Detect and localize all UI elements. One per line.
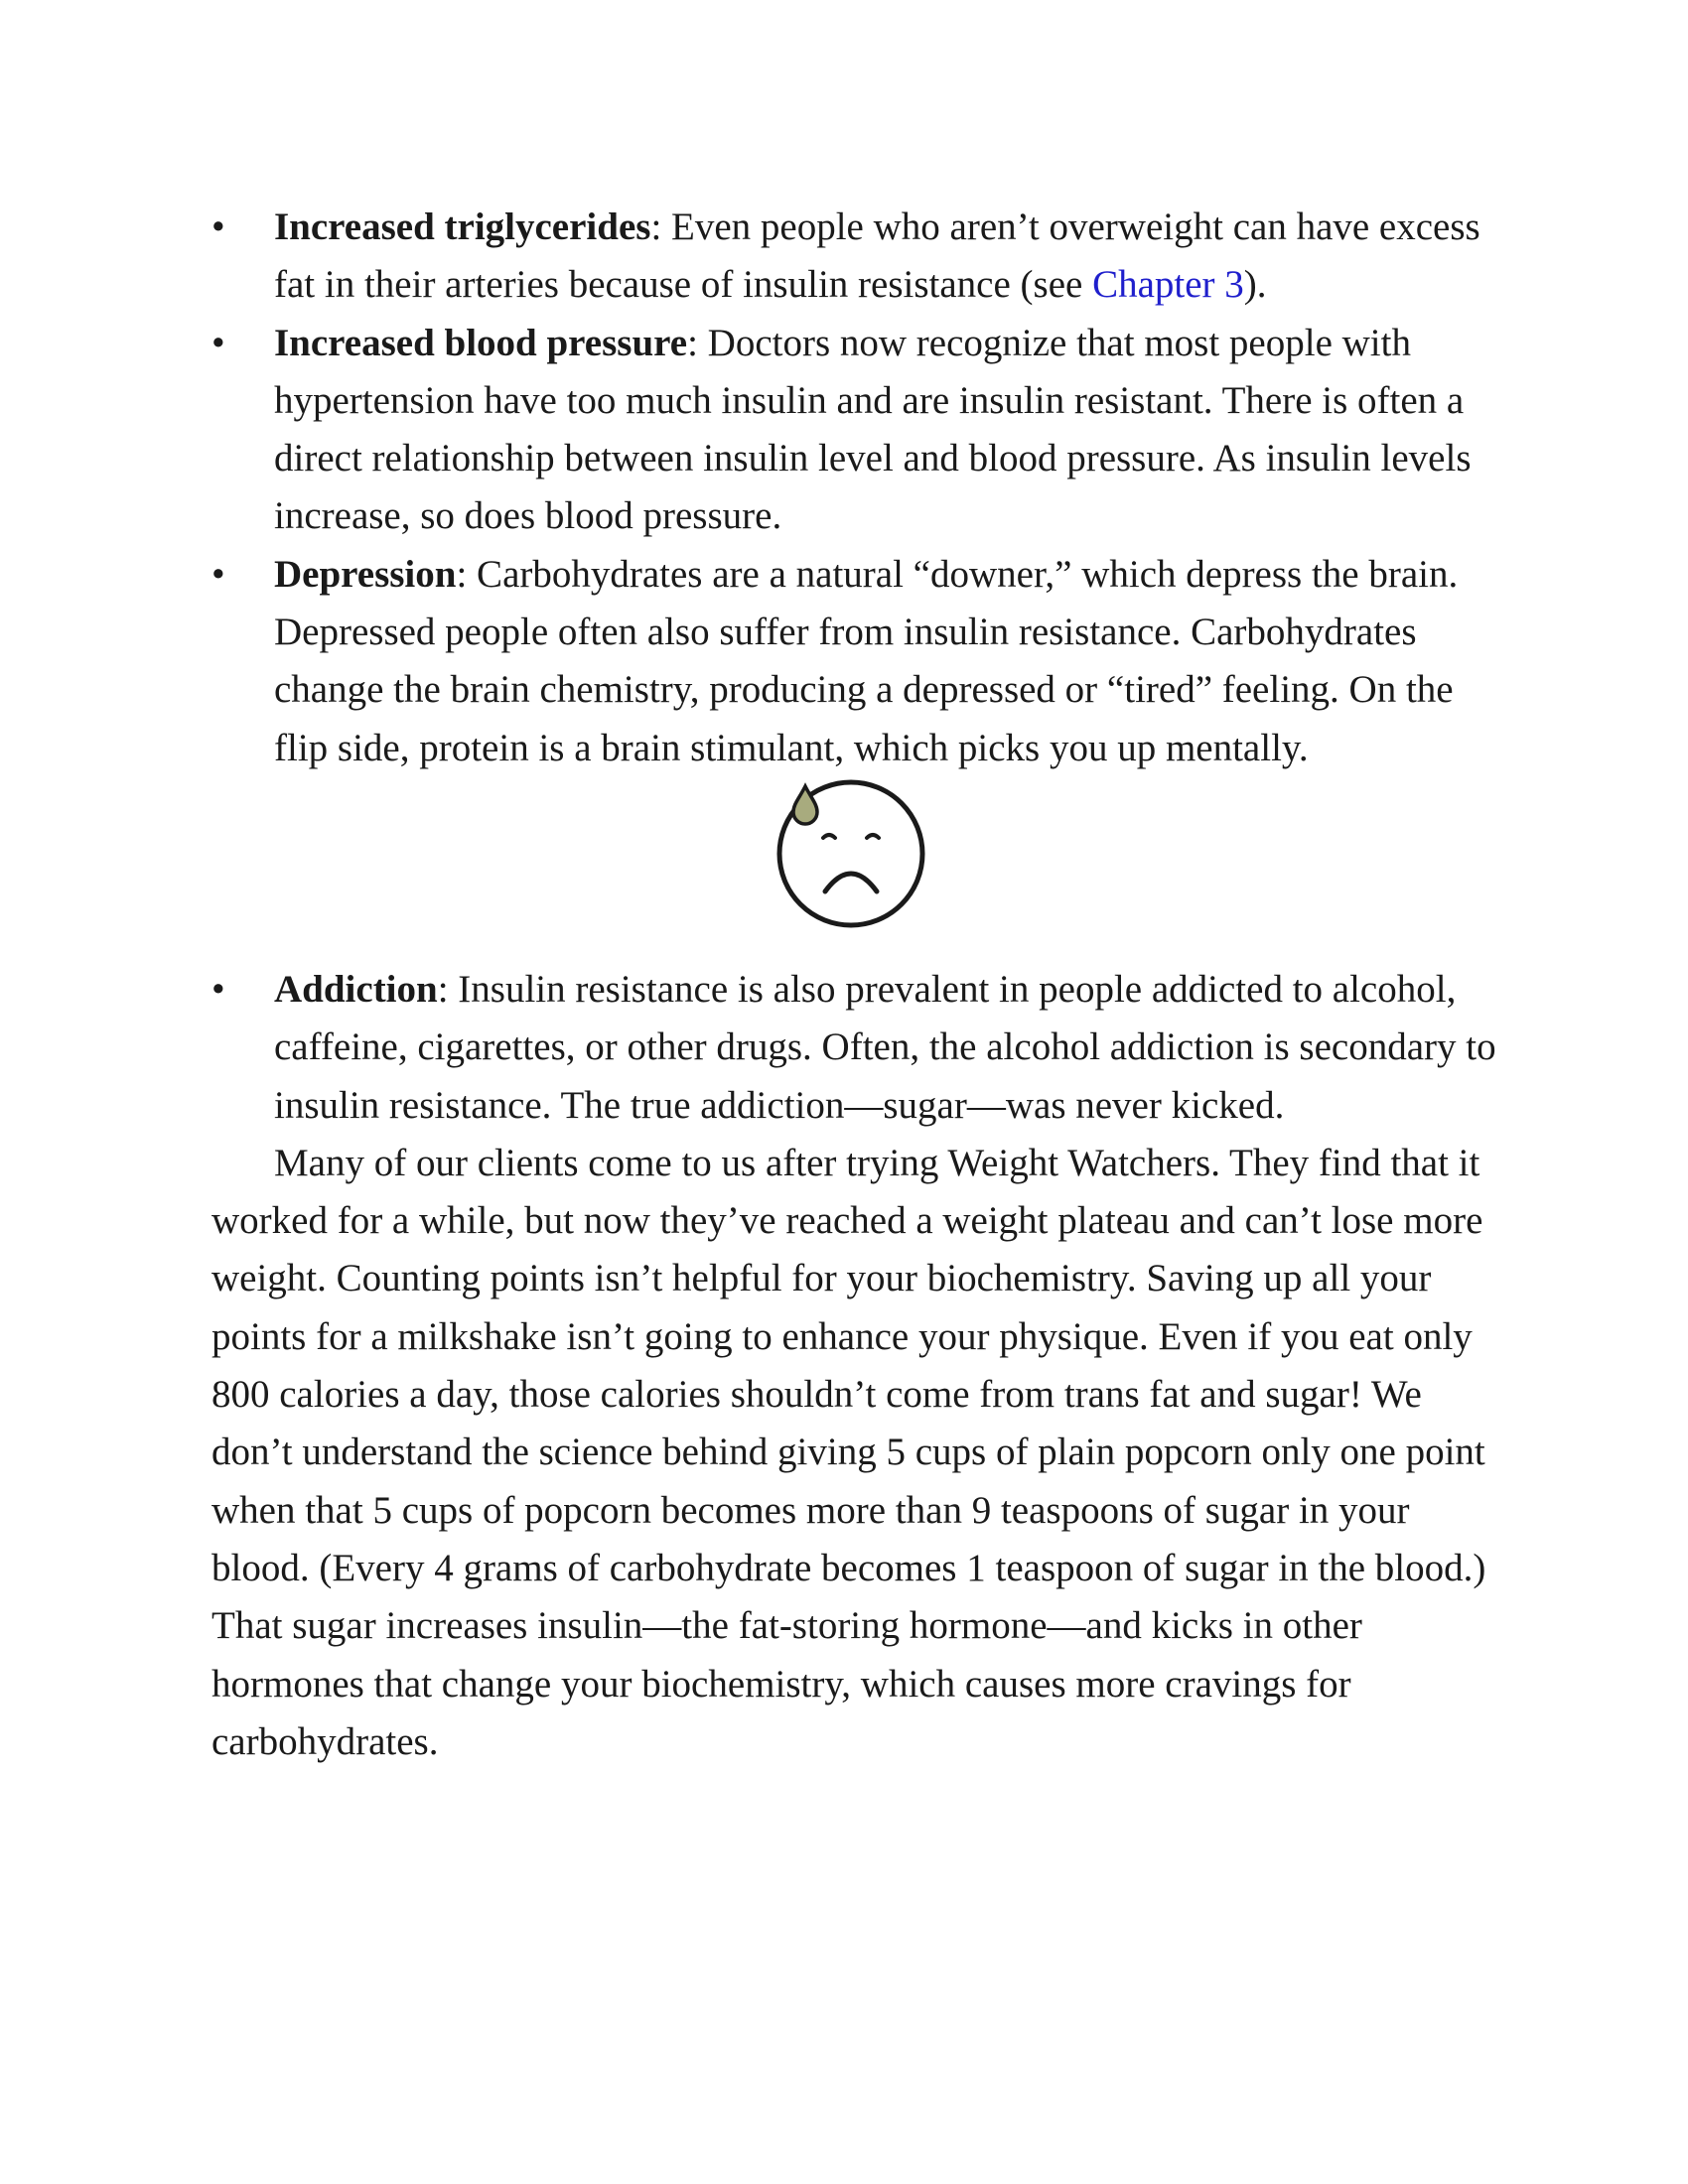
list-item-blood-pressure bbox=[211, 315, 1502, 546]
term-label: Depression bbox=[274, 552, 457, 596]
frown-mouth bbox=[825, 874, 877, 891]
chapter-link[interactable]: Chapter 3 bbox=[1092, 263, 1244, 307]
list-item-depression bbox=[211, 546, 1502, 777]
item-text: : Even people who aren’t overweight can have excess fat in their arteries because of insulin resistance (see bbox=[274, 205, 1480, 307]
term-label: Addiction bbox=[274, 967, 438, 1011]
page-content bbox=[211, 199, 1502, 1771]
term-label: Increased triglycerides bbox=[274, 205, 651, 248]
item-text-end: ). bbox=[1243, 263, 1267, 307]
item-text: : Insulin resistance is also prevalent in people addicted to alcohol, caffeine, cigarettes, or other drugs. Often, the alcohol addiction is secondary to insulin resistance. The true addiction—sugar—was never kicked. bbox=[274, 967, 1496, 1127]
symptom-list-bottom bbox=[211, 961, 1502, 1135]
list-item-addiction bbox=[211, 961, 1502, 1135]
item-text: : Carbohydrates are a natural “downer,” which depress the brain. Depressed people often also suffer from insulin resistance. Carbohydrates change the brain chemistry, producing a depressed or “tired” feeling. On the flip side, protein is a brain stimulant, which picks you up mentally. bbox=[274, 552, 1459, 769]
left-eye bbox=[823, 835, 835, 838]
bullet-icon: • bbox=[211, 552, 225, 596]
list-item-triglycerides bbox=[211, 199, 1502, 315]
illustration bbox=[211, 777, 1502, 961]
bullet-icon: • bbox=[211, 205, 225, 248]
term-label: Increased blood pressure bbox=[274, 321, 688, 364]
body-paragraph: Many of our clients come to us after trying Weight Watchers. They find that it worked for a while, but now they’ve reached a weight plateau and can’t lose more weight. Counting points isn’t helpful for your biochemistry. Saving up all your points for a milkshake isn’t going to enhance your physique. Even if you eat only 800 calories a day, those calories shouldn’t come from trans fat and sugar! We don’t understand the science behind giving 5 cups of plain popcorn only one point when that 5 cups of popcorn becomes more than 9 teaspoons of sugar in your blood. (Every 4 grams of carbohydrate becomes 1 teaspoon of sugar in the blood.) That sugar increases insulin—the fat-storing hormone—and kicks in other hormones that change your biochemistry, which causes more cravings for carbohydrates. bbox=[211, 1141, 1486, 1763]
sad-sweating-face-icon bbox=[772, 774, 930, 933]
right-eye bbox=[867, 835, 879, 838]
symptom-list-top bbox=[211, 199, 1502, 777]
bullet-icon: • bbox=[211, 967, 225, 1011]
bullet-icon: • bbox=[211, 321, 225, 364]
item-text: : Doctors now recognize that most people with hypertension have too much insulin and are insulin resistant. There is often a direct relationship between insulin level and blood pressure. As insulin levels increase, so does blood pressure. bbox=[274, 321, 1472, 538]
